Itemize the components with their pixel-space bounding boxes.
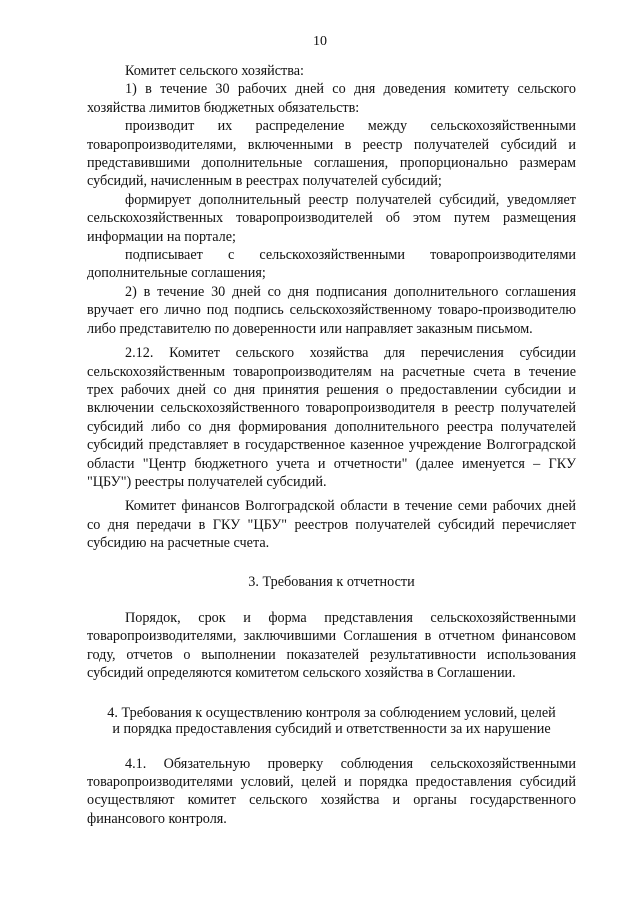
paragraph: подписывает с сельскохозяйственными товаропроизводителями дополнительные соглашения; <box>87 247 576 282</box>
document-body <box>87 62 576 828</box>
section-3-title: 3. Требования к отчетности <box>248 573 415 590</box>
paragraph: Комитет сельского хозяйства: <box>125 63 304 79</box>
paragraph: 1) в течение 30 рабочих дней со дня доведения комитету сельского хозяйства лимитов бюджетных обязательств: <box>87 81 576 116</box>
section-4-paragraph: 4.1. Обязательную проверку соблюдения сельскохозяйственными товаропроизводителями условий, целей и порядка предоставления субсидий осуществляют комитет сельского хозяйства и органы государственного финансового контроля. <box>87 755 576 827</box>
paragraph: формирует дополнительный реестр получателей субсидий, уведомляет сельскохозяйственных товаропроизводителей об этом путем размещения информации на портале; <box>87 191 576 245</box>
paragraph: Комитет финансов Волгоградской области в течение семи рабочих дней со дня передачи в ГКУ "ЦБУ" реестров получателей субсидий перечисляет субсидию на расчетные счета. <box>87 498 576 552</box>
section-4-title <box>87 705 576 737</box>
paragraph: 2) в течение 30 дней со дня подписания дополнительного соглашения вручает его лично под подпись сельскохозяйственному товаро-производителю либо представителю по доверенности или направляет заказным письмом. <box>87 283 576 337</box>
section-4-title-line-1: 4. Требования к осуществлению контроля за соблюдением условий, целей <box>107 704 556 721</box>
section-3-paragraph: Порядок, срок и форма представления сельскохозяйственными товаропроизводителями, заключившими Соглашения в отчетном финансовом году, отчетов о выполнении показателей результативности использования субсидий определяются комитетом сельского хозяйства в Соглашении. <box>87 609 576 682</box>
paragraph: 2.12. Комитет сельского хозяйства для перечисления субсидии сельскохозяйственным товаропроизводителям на расчетные счета в течение трех рабочих дней со дня принятия решения о предоставлении субсидии и включении сельскохозяйственного товаропроизводителя в реестр получателей субсидий либо со дня формирования дополнительного реестра получателей субсидий представляет в государственное казенное учреждение Волгоградской области "Центр бюджетного учета и отчетности" (далее именуется – ГКУ "ЦБУ") реестры получателей субсидий. <box>87 345 576 490</box>
page-number: 10 <box>313 34 327 49</box>
section-4-title-line-2: и порядка предоставления субсидий и ответственности за их нарушение <box>112 720 551 737</box>
paragraph: производит их распределение между сельскохозяйственными товаропроизводителями, включенными в реестр получателей субсидий и представившими дополнительные соглашения, пропорционально размерам субсидий, начисленным в реестрах получателей субсидий; <box>87 118 576 190</box>
